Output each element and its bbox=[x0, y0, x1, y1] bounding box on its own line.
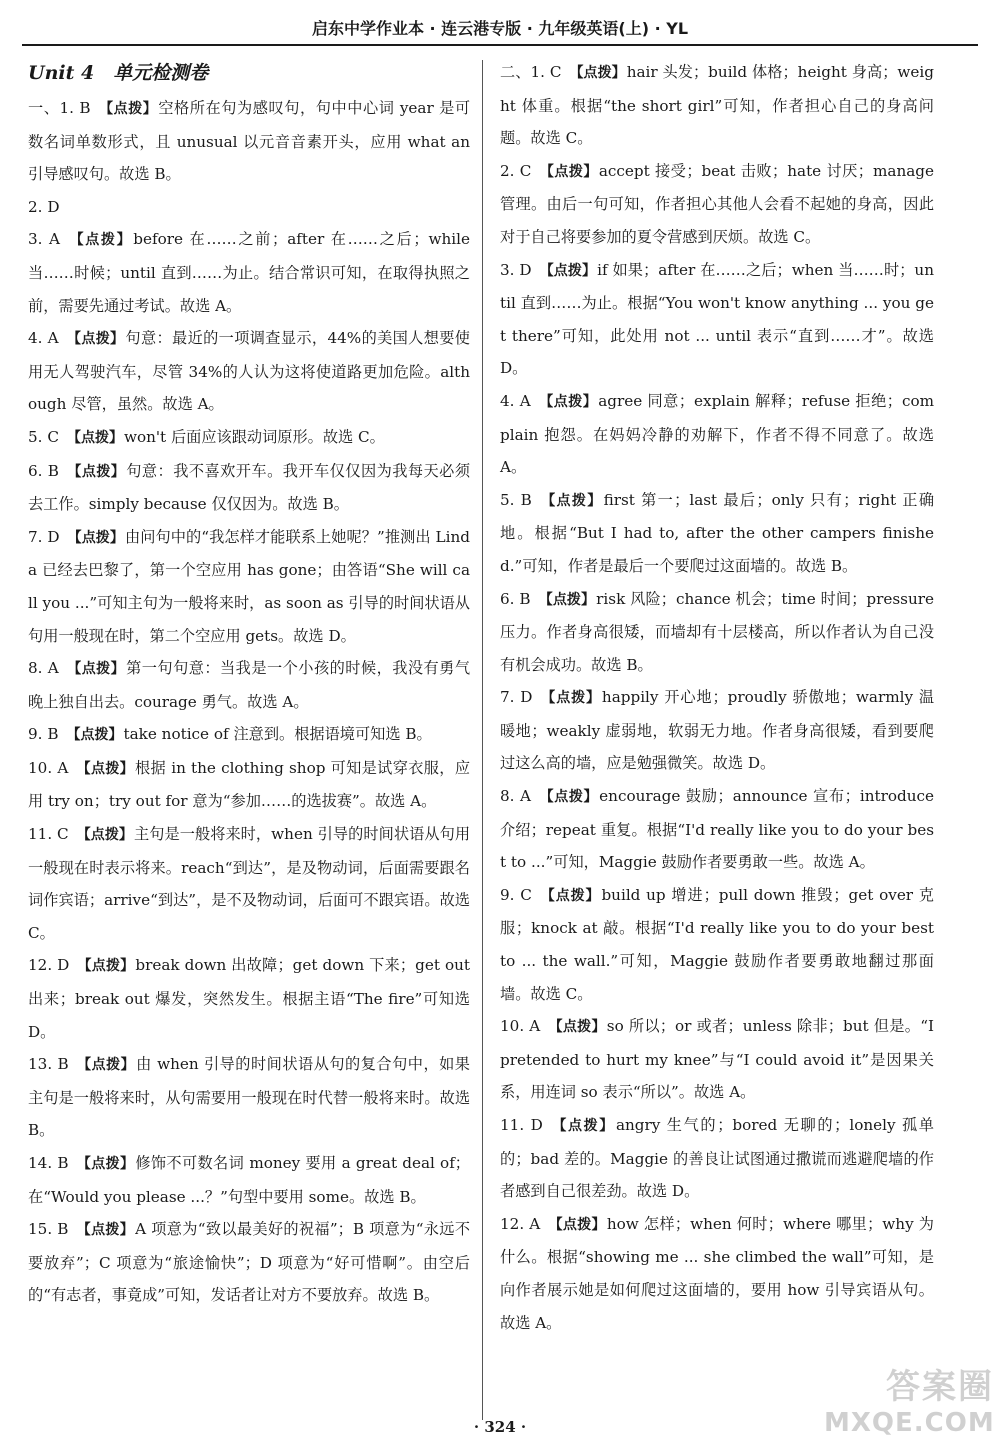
hint-tag: 【点拨】 bbox=[66, 661, 126, 678]
hint-tag: 【点拨】 bbox=[67, 232, 133, 249]
answer-number: 8. A bbox=[500, 787, 531, 806]
answer-explanation: 空格所在句为感叹句，句中中心词 year 是可数名词单数形式，且 unusual 以元音音素开头，应用 what an 引导感叹句。故选 B。 bbox=[28, 99, 471, 184]
answer-item bbox=[500, 681, 934, 780]
hint-tag: 【点拨】 bbox=[76, 760, 134, 777]
hint-tag: 【点拨】 bbox=[76, 1156, 135, 1172]
answer-explanation: first 第一；last 最后；only 只有；right 正确地。根据“But I had to, after the other campers finished.”可知，作者是最后一个要爬过这面墙的。故选 B。 bbox=[500, 490, 935, 575]
right-column bbox=[500, 56, 934, 1339]
answer-item bbox=[28, 752, 470, 818]
answer-item bbox=[500, 1109, 934, 1208]
answer-number: 10. A bbox=[28, 758, 69, 777]
hint-tag: 【点拨】 bbox=[538, 393, 598, 410]
hint-tag: 【点拨】 bbox=[67, 529, 124, 546]
answer-number: 5. B bbox=[500, 490, 532, 509]
hint-tag: 【点拨】 bbox=[66, 463, 126, 480]
answer-item bbox=[500, 484, 934, 583]
answer-number: 11. D bbox=[500, 1116, 543, 1134]
answer-item bbox=[500, 385, 934, 484]
hint-tag: 【点拨】 bbox=[66, 727, 123, 744]
answer-number: 6. B bbox=[28, 461, 59, 480]
answer-number: 7. D bbox=[500, 688, 533, 707]
answer-item bbox=[28, 92, 470, 191]
answer-item bbox=[28, 949, 470, 1048]
answer-item bbox=[28, 1048, 470, 1147]
answer-explanation: 主句是一般将来时，when 引导的时间状语从句用一般现在时表示将来。reach“到达”，是及物动词，后面需要跟名词作宾语；arrive“到达”，是不及物动词，后面可不跟宾语。故选 C。 bbox=[28, 825, 471, 942]
answer-number: 10. A bbox=[500, 1017, 541, 1036]
answer-number: 11. C bbox=[28, 825, 69, 844]
answer-number: 2. C bbox=[500, 161, 532, 180]
answer-explanation: 第一句句意：当我是一个小孩的时候，我没有勇气晚上独自出去。courage 勇气。故选 A。 bbox=[28, 659, 471, 711]
answer-item bbox=[28, 818, 470, 949]
answer-explanation: happily 开心地；proudly 骄傲地；warmly 温暖地；weakly 虚弱地，软弱无力地。作者身高很矮，看到要爬过这么高的墙，应是勉强微笑。故选 D。 bbox=[500, 688, 935, 773]
hint-tag: 【点拨】 bbox=[76, 1057, 136, 1074]
answer-item bbox=[500, 780, 934, 879]
answer-item bbox=[28, 421, 470, 455]
answer-explanation: encourage 鼓励；announce 宣布；introduce 介绍；repeat 重复。根据“I'd really like you to do your best to ...”可知，Maggie 鼓励作者要勇敢一些。故选 A。 bbox=[500, 787, 935, 872]
hint-tag: 【点拨】 bbox=[539, 163, 598, 180]
answer-explanation: before 在……之前；after 在……之后；while 当……时候；until 直到……为止。结合常识可知，在取得执照之前，需要先通过考试。故选 A。 bbox=[28, 230, 471, 315]
answer-explanation: hair 头发；build 体格；height 身高；weight 体重。根据“the short girl”可知，作者担心自己的身高问题。故选 C。 bbox=[500, 63, 934, 148]
answer-item bbox=[28, 521, 470, 652]
answer-item bbox=[28, 718, 470, 752]
page-header: 启东中学作业本 · 连云港专版 · 九年级英语(上) · YL bbox=[22, 14, 978, 46]
answer-number: 4. A bbox=[500, 391, 531, 410]
answer-item bbox=[28, 1147, 470, 1213]
answer-explanation: A 项意为“致以最美好的祝福”；B 项意为“永远不要放弃”；C 项意为“旅途愉快”；D 项意为“好可惜啊”。由空后的“有志者，事竟成”可知，发话者让对方不要放弃。故选 B。 bbox=[28, 1220, 471, 1305]
answer-explanation: how 怎样；when 何时；where 哪里；why 为什么。根据“showing me ... she climbed the wall”可知，是向作者展示她是如何爬过这面墙的，要用 how 引导宾语从句。故选 A。 bbox=[500, 1214, 934, 1332]
hint-tag: 【点拨】 bbox=[539, 887, 601, 904]
answer-number: 9. C bbox=[500, 885, 532, 904]
answer-item bbox=[500, 583, 934, 682]
left-column bbox=[28, 56, 470, 1312]
answer-item bbox=[28, 322, 470, 421]
answer-explanation: 修饰不可数名词 money 要用 a great deal of；在“Would you please ...？”句型中要用 some。故选 B。 bbox=[28, 1154, 470, 1206]
answer-explanation: if 如果；after 在……之后；when 当……时；until 直到……为止。根据“You won't know anything ... you get there”可知，此处用 not ... until 表示“直到……才”。故选 D。 bbox=[500, 260, 934, 378]
hint-tag: 【点拨】 bbox=[77, 958, 135, 975]
hint-tag: 【点拨】 bbox=[539, 492, 603, 509]
page-number: · 324 · bbox=[473, 1418, 527, 1436]
hint-tag: 【点拨】 bbox=[66, 331, 125, 348]
answer-item bbox=[500, 879, 934, 1010]
answer-number: 13. B bbox=[28, 1055, 69, 1074]
answer-explanation: build up 增进；pull down 推毁；get over 克服；knock at 敲。根据“I'd really like you to do your best to ... the wall.”可知，Maggie 鼓励作者要勇敢地翻过那面墙。故选 C。 bbox=[500, 885, 934, 1003]
hint-tag: 【点拨】 bbox=[98, 101, 158, 117]
left-answer-list bbox=[28, 92, 470, 1312]
answer-number: 8. A bbox=[28, 659, 59, 678]
hint-tag: 【点拨】 bbox=[569, 65, 626, 81]
answer-explanation: won't 后面应该跟动词原形。故选 C。 bbox=[123, 427, 385, 446]
hint-tag: 【点拨】 bbox=[76, 1222, 135, 1239]
answer-number: 6. B bbox=[500, 589, 531, 608]
answer-number: 15. B bbox=[28, 1220, 69, 1239]
answer-number: 一、1. B bbox=[28, 99, 91, 117]
answer-item bbox=[500, 1208, 934, 1339]
hint-tag: 【点拨】 bbox=[66, 429, 123, 446]
answer-number: 2. D bbox=[28, 197, 60, 216]
answer-number: 7. D bbox=[28, 527, 60, 546]
answer-number: 14. B bbox=[28, 1154, 69, 1172]
hint-tag: 【点拨】 bbox=[540, 690, 601, 707]
answer-number: 5. C bbox=[28, 427, 59, 446]
hint-tag: 【点拨】 bbox=[538, 591, 596, 608]
answer-explanation: 句意：最近的一项调查显示，44%的美国人想要使用无人驾驶汽车，尽管 34%的人认为这将使道路更加危险。although 尽管，虽然。故选 A。 bbox=[28, 329, 470, 414]
unit-title: Unit 4 单元检测卷 bbox=[28, 62, 209, 84]
hint-tag: 【点拨】 bbox=[76, 827, 133, 844]
answer-explanation: 由问句中的“我怎样才能联系上她呢？”推测出 Linda 已经去巴黎了，第一个空应用 has gone；由答语“She will call you ...”可知主句为一般将来时，as soon as 引导的时间状语从句用一般现在时，第二个空应用 gets。故选 D。 bbox=[28, 527, 471, 645]
answer-explanation: risk 风险；chance 机会；time 时间；pressure 压力。作者身高很矮，而墙却有十层楼高，所以作者认为自己没有机会成功。故选 B。 bbox=[500, 589, 934, 674]
hint-tag: 【点拨】 bbox=[539, 262, 597, 279]
answer-explanation: agree 同意；explain 解释；refuse 拒绝；complain 抱怨。在妈妈冷静的劝解下，作者不得不同意了。故选 A。 bbox=[500, 391, 935, 477]
hint-tag: 【点拨】 bbox=[548, 1019, 606, 1036]
answer-item bbox=[500, 1010, 934, 1109]
answer-item bbox=[28, 1213, 470, 1312]
answer-explanation: take notice of 注意到。根据语境可知选 B。 bbox=[123, 725, 432, 744]
watermark-url: MXQE.COM bbox=[824, 1408, 995, 1438]
answer-explanation: accept 接受；beat 击败；hate 讨厌；manage 管理。由后一句可知，作者担心其他人会看不起她的身高，因此对于自己将要参加的夏令营感到厌烦。故选 C。 bbox=[500, 161, 934, 246]
hint-tag: 【点拨】 bbox=[538, 789, 599, 806]
answer-explanation: 句意：我不喜欢开车。我开车仅仅因为我每天必须去工作。simply because 仅仅因为。故选 B。 bbox=[28, 461, 471, 514]
answer-item bbox=[500, 56, 934, 155]
answer-number: 4. A bbox=[28, 329, 59, 348]
answer-explanation: 由 when 引导的时间状语从句的复合句中，如果主句是一般将来时，从句需要用一般现在时代替一般将来时。故选 B。 bbox=[28, 1055, 470, 1140]
answer-item bbox=[28, 652, 470, 718]
answer-number: 3. A bbox=[28, 230, 60, 249]
answer-number: 12. A bbox=[500, 1214, 541, 1233]
answer-explanation: angry 生气的；bored 无聊的；lonely 孤单的；bad 差的。Maggie 的善良让试图通过撒谎而逃避爬墙的作者感到自己很差劲。故选 D。 bbox=[500, 1116, 934, 1201]
answer-number: 3. D bbox=[500, 260, 532, 279]
answer-item bbox=[500, 155, 934, 254]
answer-item bbox=[500, 254, 934, 385]
hint-tag: 【点拨】 bbox=[548, 1216, 606, 1233]
answer-explanation: break down 出故障；get down 下来；get out 出来；break out 爆发，突然发生。根据主语“The fire”可知选 D。 bbox=[28, 956, 470, 1041]
answer-item bbox=[28, 455, 470, 521]
answer-explanation: 根据 in the clothing shop 可知是试穿衣服，应用 try on；try out for 意为“参加……的选拔赛”。故选 A。 bbox=[28, 758, 471, 811]
column-divider bbox=[482, 60, 483, 1420]
hint-tag: 【点拨】 bbox=[550, 1118, 615, 1134]
answer-number: 12. D bbox=[28, 956, 70, 975]
answer-number: 9. B bbox=[28, 725, 59, 744]
answer-item bbox=[28, 223, 470, 322]
watermark-logo: 答案圈 bbox=[886, 1367, 994, 1407]
answer-item bbox=[28, 191, 470, 224]
right-answer-list bbox=[500, 56, 934, 1339]
site-watermark bbox=[824, 1359, 994, 1449]
answer-explanation: so 所以；or 或者；unless 除非；but 但是。“I pretended to hurt my knee”与“I could avoid it”是因果关系，用连词 so 表示“所以”。故选 A。 bbox=[500, 1017, 935, 1102]
answer-number: 二、1. C bbox=[500, 63, 562, 81]
